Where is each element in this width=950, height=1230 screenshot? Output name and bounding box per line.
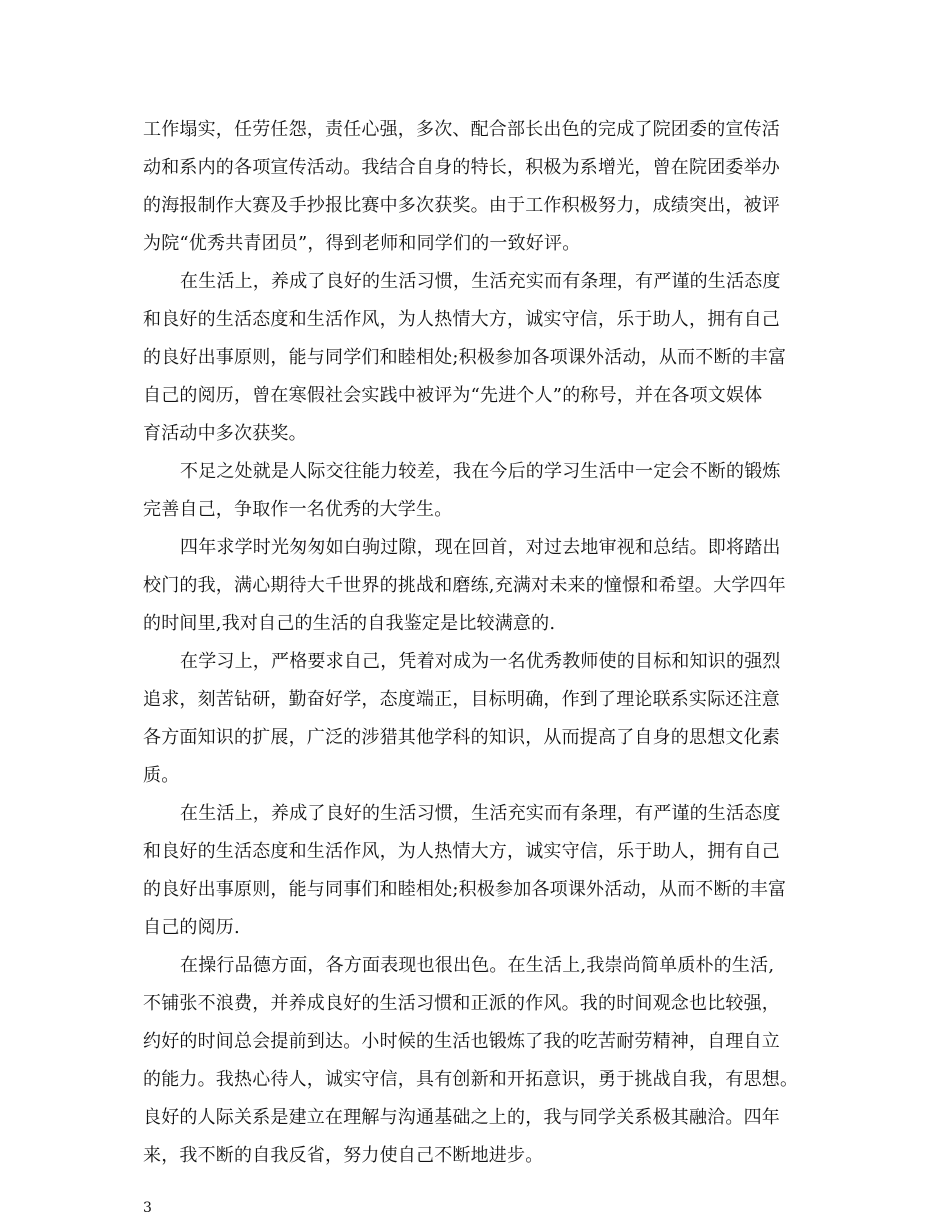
text-line: 校门的我，满心期待大千世界的挑战和磨练,充满对未来的憧憬和希望。大学四年 xyxy=(143,575,786,596)
text-line: 自己的阅历，曾在寒假社会实践中被评为“先进个人”的称号，并在各项文娱体 xyxy=(143,385,763,406)
text-line: 的时间里,我对自己的生活的自我鉴定是比较满意的. xyxy=(143,613,556,634)
text-line: 和良好的生活态度和生活作风，为人热情大方，诚实守信，乐于助人，拥有自己 xyxy=(143,309,780,330)
paragraph-first-line: 不足之处就是人际交往能力较差，我在今后的学习生活中一定会不断的锻炼 xyxy=(180,461,781,482)
text-line: 完善自己，争取作一名优秀的大学生。 xyxy=(143,499,453,520)
text-line: 各方面知识的扩展，广泛的涉猎其他学科的知识，从而提高了自身的思想文化素 xyxy=(143,727,780,748)
text-line: 动和系内的各项宣传活动。我结合自身的特长，积极为系增光，曾在院团委举办 xyxy=(143,157,780,178)
text-line: 自己的阅历. xyxy=(143,917,240,938)
text-line: 约好的时间总会提前到达。小时候的生活也锻炼了我的吃苦耐劳精神，自理自立 xyxy=(143,1031,780,1052)
text-line: 为院“优秀共青团员”，得到老师和同学们的一致好评。 xyxy=(143,233,581,254)
page-number: 3 xyxy=(143,1200,152,1216)
text-line: 的海报制作大赛及手抄报比赛中多次获奖。由于工作积极努力，成绩突出，被评 xyxy=(143,195,780,216)
text-line: 不铺张不浪费，并养成良好的生活习惯和正派的作风。我的时间观念也比较强， xyxy=(143,993,780,1014)
text-line: 质。 xyxy=(143,765,180,786)
text-line: 来，我不断的自我反省，努力使自己不断地进步。 xyxy=(143,1145,544,1166)
text-line: 和良好的生活态度和生活作风，为人热情大方，诚实守信，乐于助人，拥有自己 xyxy=(143,841,780,862)
text-line: 工作塌实，任劳任怨，责任心强，多次、配合部长出色的完成了院团委的宣传活 xyxy=(143,119,780,140)
text-line: 的良好出事原则，能与同事们和睦相处;积极参加各项课外活动，从而不断的丰富 xyxy=(143,879,787,900)
paragraph-first-line: 在操行品德方面，各方面表现也很出色。在生活上,我崇尚简单质朴的生活, xyxy=(180,955,775,976)
text-line: 的能力。我热心待人，诚实守信，具有创新和开拓意识，勇于挑战自我，有思想。 xyxy=(143,1069,799,1090)
paragraph-first-line: 在生活上，养成了良好的生活习惯，生活充实而有条理，有严谨的生活态度 xyxy=(180,803,781,824)
text-line: 良好的人际关系是建立在理解与沟通基础之上的，我与同学关系极其融洽。四年 xyxy=(143,1107,780,1128)
text-line: 育活动中多次获奖。 xyxy=(143,423,307,444)
paragraph-first-line: 在学习上，严格要求自己，凭着对成为一名优秀教师使的目标和知识的强烈 xyxy=(180,651,781,672)
paragraph-first-line: 在生活上，养成了良好的生活习惯，生活充实而有条理，有严谨的生活态度 xyxy=(180,271,781,292)
text-line: 追求，刻苦钻研，勤奋好学，态度端正，目标明确，作到了理论联系实际还注意 xyxy=(143,689,780,710)
text-line: 的良好出事原则，能与同学们和睦相处;积极参加各项课外活动，从而不断的丰富 xyxy=(143,347,787,368)
paragraph-first-line: 四年求学时光匆匆如白驹过隙，现在回首，对过去地审视和总结。即将踏出 xyxy=(180,537,781,558)
